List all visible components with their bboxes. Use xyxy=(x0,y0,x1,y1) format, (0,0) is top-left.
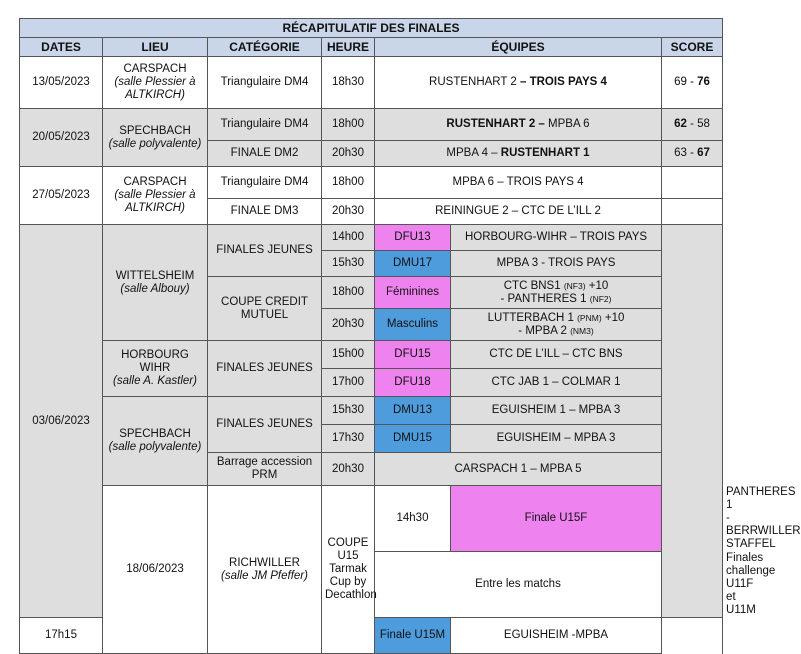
finals-table xyxy=(19,18,801,654)
table-row xyxy=(20,109,723,141)
lieu-cell xyxy=(103,341,208,397)
category-cell: Triangulaire DM4 xyxy=(208,57,322,109)
category-cell: COUPE U15 Tarmak Cup by Decathlon xyxy=(322,486,375,654)
category-tag: DMU15 xyxy=(375,425,451,453)
time-cell: 18h00 xyxy=(322,109,375,141)
teams-cell: CTC JAB 1 – COLMAR 1 xyxy=(451,369,662,397)
score-cell xyxy=(662,225,723,618)
teams-cell: MPBA 3 - TROIS PAYS xyxy=(451,251,662,277)
between-matches-cell: Entre les matchs xyxy=(375,552,662,618)
score-cell xyxy=(662,199,723,225)
col-header-heure: HEURE xyxy=(322,38,375,57)
lieu-name: HORBOURG WIHR xyxy=(121,349,189,374)
title-row xyxy=(20,19,723,38)
category-tag: Masculins xyxy=(375,309,451,341)
score-a-winner: 62 xyxy=(674,118,687,130)
score-cell xyxy=(662,167,723,199)
score-a: 63 - xyxy=(674,147,698,159)
lieu-name: SPECHBACH xyxy=(119,428,191,440)
lieu-venue: (salle Plessier à ALTKIRCH) xyxy=(114,189,196,214)
lieu-name: RICHWILLER xyxy=(229,556,300,569)
teams-cell: CARSPACH 1 – MPBA 5 xyxy=(375,453,662,486)
team-a-winner: RUSTENHART 2 – xyxy=(446,118,545,130)
category-cell: FINALES JEUNES xyxy=(208,225,322,277)
teams-cell xyxy=(375,57,662,109)
category-cell: FINALE DM2 xyxy=(208,141,322,167)
teams-cell: EGUISHEIM – MPBA 3 xyxy=(451,425,662,453)
lieu-cell xyxy=(208,486,322,654)
date-cell: 13/05/2023 xyxy=(20,57,103,109)
table-title: RÉCAPITULATIF DES FINALES xyxy=(20,19,723,38)
lieu-name: WITTELSHEIM xyxy=(115,269,195,282)
team-a: MPBA 4 – xyxy=(446,147,501,159)
category-cell: FINALES JEUNES xyxy=(208,341,322,397)
category-tag: Féminines xyxy=(375,277,451,309)
table-row xyxy=(20,225,723,251)
time-cell: 20h30 xyxy=(322,141,375,167)
teams-cell: HORBOURG-WIHR – TROIS PAYS xyxy=(451,225,662,251)
score-cell xyxy=(662,141,723,167)
time-cell: 18h00 xyxy=(322,277,375,309)
date-cell: 18/06/2023 xyxy=(103,486,208,654)
date-cell: 27/05/2023 xyxy=(20,167,103,225)
time-cell: 17h30 xyxy=(322,425,375,453)
table-row xyxy=(20,57,723,109)
col-header-dates: DATES xyxy=(20,38,103,57)
time-cell: 18h00 xyxy=(322,167,375,199)
lieu-name: CARSPACH xyxy=(123,176,187,188)
team-a: RUSTENHART 2 xyxy=(429,76,521,88)
score-a: 69 - xyxy=(674,76,698,88)
lieu-name: SPECHBACH xyxy=(119,124,191,137)
teams-cell xyxy=(375,109,662,141)
teams-cell xyxy=(375,141,662,167)
lieu-venue: (salle Albouy) xyxy=(120,282,190,295)
time-cell: 14h00 xyxy=(322,225,375,251)
category-cell: Barrage accession PRM xyxy=(208,453,322,486)
date-cell: 20/05/2023 xyxy=(20,109,103,167)
time-cell: 20h30 xyxy=(322,199,375,225)
lieu-venue: (salle Plessier à ALTKIRCH) xyxy=(114,76,196,101)
time-cell: 14h30 xyxy=(375,486,451,552)
lieu-venue: (salle A. Kastler) xyxy=(113,375,197,387)
time-cell: 17h00 xyxy=(322,369,375,397)
score-b: - 58 xyxy=(686,118,710,130)
teams-cell: EGUISHEIM 1 – MPBA 3 xyxy=(451,397,662,425)
time-cell: 17h15 xyxy=(20,618,103,654)
lieu-cell xyxy=(103,225,208,341)
teams-cell: LUTTERBACH 1 (PNM) +10 - MPBA 2 (NM3) xyxy=(451,309,662,341)
score-b-winner: 67 xyxy=(697,147,710,159)
table-row: Entre les matchs Finales challenge U11F et U11M xyxy=(20,552,723,618)
teams-cell: CTC BNS1 (NF3) +10 - PANTHERES 1 (NF2) xyxy=(451,277,662,309)
lieu-venue: (salle polyvalente) xyxy=(108,137,202,150)
teams-cell: MPBA 6 – TROIS PAYS 4 xyxy=(375,167,662,199)
time-cell: 15h00 xyxy=(322,341,375,369)
date-cell: 03/06/2023 xyxy=(20,225,103,618)
team-b-winner: – TROIS PAYS 4 xyxy=(520,76,607,88)
category-tag: Finale U15F xyxy=(451,486,662,552)
score-cell xyxy=(662,57,723,109)
teams-cell: REININGUE 2 – CTC DE L’ILL 2 xyxy=(375,199,662,225)
category-cell: Triangulaire DM4 xyxy=(208,167,322,199)
lieu-name: CARSPACH xyxy=(123,63,187,75)
time-cell: 15h30 xyxy=(322,251,375,277)
col-header-lieu: LIEU xyxy=(103,38,208,57)
table-row xyxy=(20,397,723,425)
lieu-venue: (salle polyvalente) xyxy=(108,441,202,453)
col-header-equipes: ÉQUIPES xyxy=(375,38,662,57)
teams-cell: EGUISHEIM -MPBA xyxy=(451,618,662,654)
category-cell: COUPE CREDIT MUTUEL xyxy=(208,277,322,341)
category-cell: Triangulaire DM4 xyxy=(208,109,322,141)
time-cell: 20h30 xyxy=(322,309,375,341)
col-header-score: SCORE xyxy=(662,38,723,57)
table-row xyxy=(20,341,723,369)
table-row xyxy=(20,167,723,199)
lieu-cell xyxy=(103,167,208,225)
category-tag: DFU15 xyxy=(375,341,451,369)
category-cell: FINALES JEUNES xyxy=(208,397,322,453)
lieu-cell xyxy=(103,109,208,167)
category-tag: Finale U15M xyxy=(375,618,451,654)
col-header-categorie: CATÉGORIE xyxy=(208,38,322,57)
category-tag: DMU13 xyxy=(375,397,451,425)
header-row xyxy=(20,38,723,57)
team-b-winner: RUSTENHART 1 xyxy=(500,147,590,159)
score-b-winner: 76 xyxy=(697,76,710,88)
score-cell xyxy=(662,109,723,141)
category-tag: DFU13 xyxy=(375,225,451,251)
time-cell: 15h30 xyxy=(322,397,375,425)
lieu-venue: (salle JM Pfeffer) xyxy=(221,569,308,582)
teams-cell: CTC DE L’ILL – CTC BNS xyxy=(451,341,662,369)
category-cell: FINALE DM3 xyxy=(208,199,322,225)
lieu-cell xyxy=(103,57,208,109)
time-cell: 18h30 xyxy=(322,57,375,109)
team-b: MPBA 6 xyxy=(544,118,590,130)
category-tag: DMU17 xyxy=(375,251,451,277)
category-tag: DFU18 xyxy=(375,369,451,397)
table-row: 18/06/2023 RICHWILLER (salle JM Pfeffer) COUPE U15 Tarmak Cup by Decathlon 14h30 Finale U15F PANTHERES 1 - BERRWILLER STAFFEL xyxy=(20,486,723,552)
lieu-cell xyxy=(103,397,208,486)
time-cell: 20h30 xyxy=(322,453,375,486)
